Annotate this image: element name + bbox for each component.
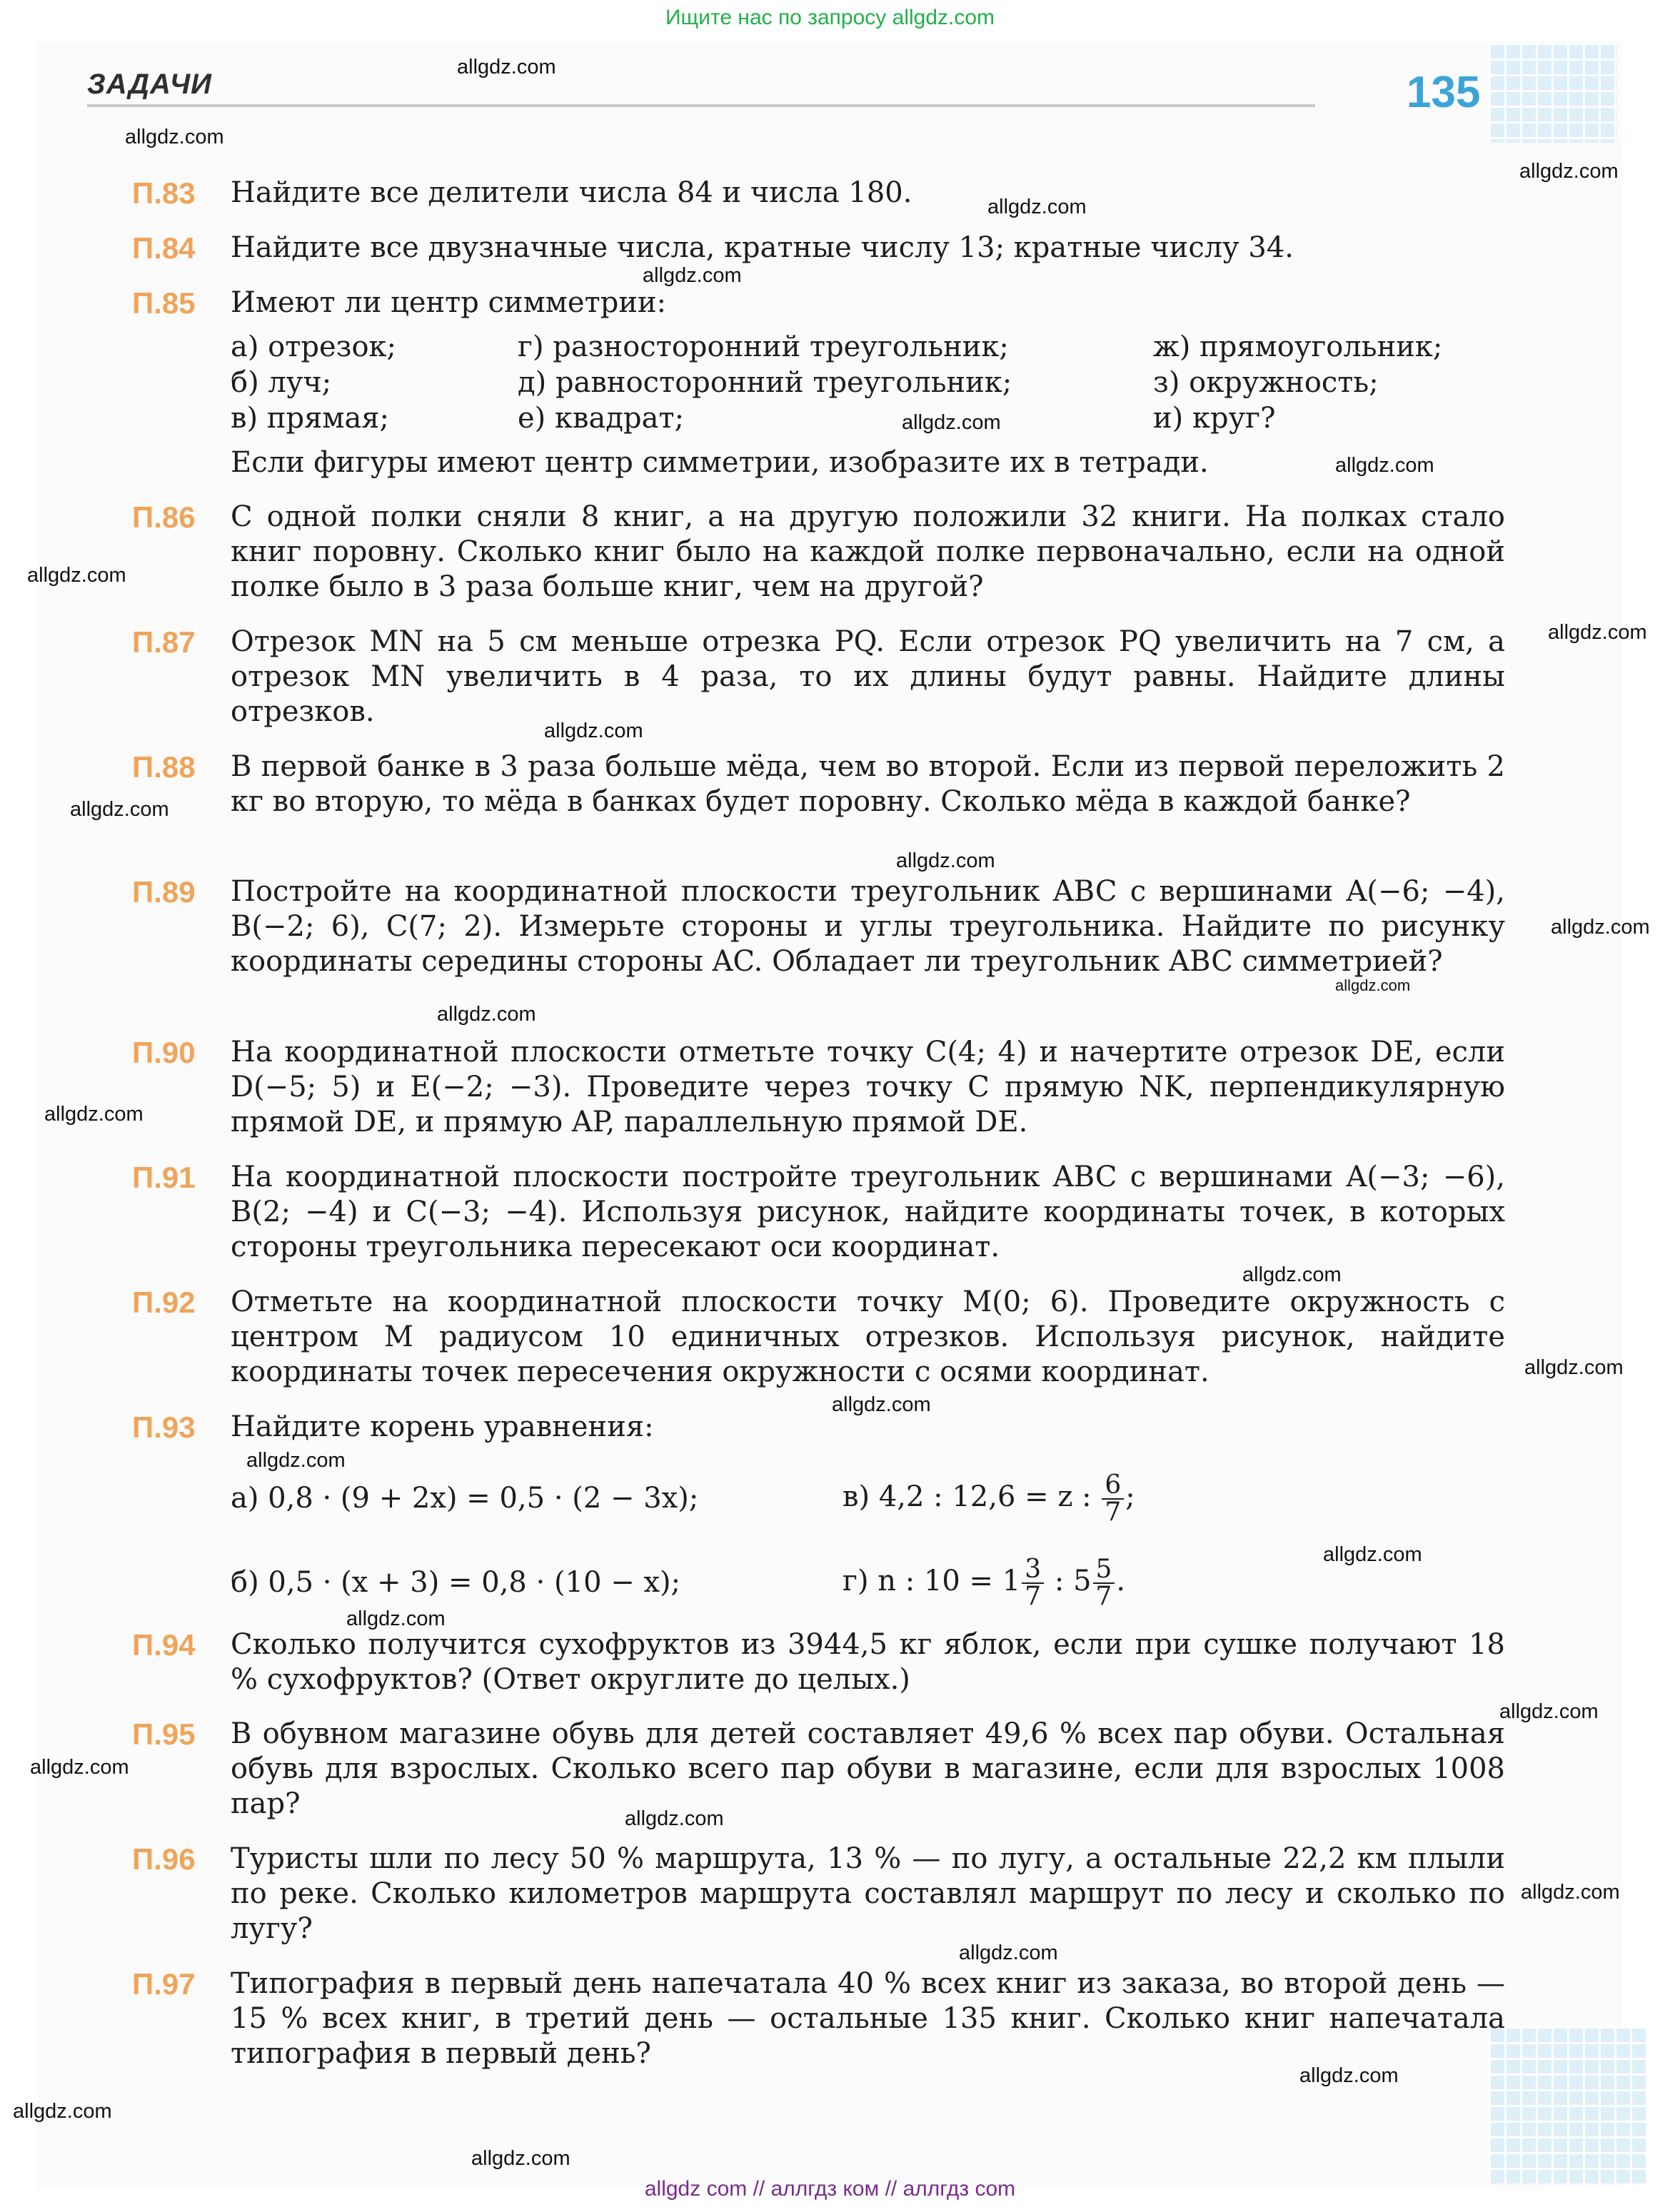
option: а) отрезок; (231, 330, 397, 363)
option: г) разносторонний треугольник; (518, 330, 1009, 363)
problem-text: Типография в первый день напечатала 40 % всех книг из заказа, во второй день — 15 % всех книг, в третий день — остальные 135 книг. Сколько книг напечатала типография в первый день? (231, 1967, 1505, 2070)
watermark[interactable]: allgdz.com (902, 411, 1001, 434)
problem-footer: Если фигуры имеют центр симметрии, изобразите их в тетради. (231, 446, 1209, 479)
equation-g-end: . (1116, 1565, 1126, 1597)
problem-number: П.95 (132, 1717, 196, 1751)
watermark[interactable]: allgdz.com (1548, 621, 1647, 644)
watermark[interactable]: allgdz.com (987, 196, 1087, 218)
section-title: ЗАДАЧИ (87, 69, 212, 100)
numerator: 6 (1102, 1473, 1124, 1500)
problem-number: П.90 (132, 1036, 196, 1069)
problem-number: П.96 (132, 1842, 196, 1876)
section-divider (87, 104, 1315, 107)
watermark[interactable]: allgdz.com (1335, 976, 1411, 994)
bottom-watermark[interactable]: allgdz com // аллгдз ком // аллгдз com (644, 2177, 1016, 2201)
watermark[interactable]: allgdz.com (1299, 2064, 1399, 2087)
option: з) окружность; (1153, 366, 1379, 399)
options-grid (231, 330, 1509, 437)
problem-text: Сколько получится сухофруктов из 3944,5 кг яблок, если при сушке получают 18 % сухофруктов? (Ответ округлите до целых.) (231, 1628, 1505, 1696)
problem-number: П.93 (132, 1410, 196, 1444)
watermark[interactable]: allgdz.com (70, 798, 169, 821)
problem-text: Отметьте на координатной плоскости точку M(0; 6). Проведите окружность с центром M радиусом 10 единичных отрезков. Используя рисунок, найдите координаты точек пересечения окружности с осями координат. (231, 1286, 1505, 1388)
watermark[interactable]: allgdz.com (959, 1941, 1058, 1964)
problem-number: П.92 (132, 1286, 196, 1319)
option: е) квадрат; (518, 402, 685, 435)
fraction (1022, 1557, 1044, 1610)
watermark[interactable]: allgdz.com (625, 1807, 724, 1830)
option: б) луч; (231, 366, 332, 399)
problem-text: С одной полки сняли 8 книг, а на другую положили 32 книги. На полках стало книг поровну. Сколько книг было на каждой полке первоначально, если на одной полке было в 3 раза больше книг, чем на другой? (231, 500, 1505, 603)
equation-g (842, 1557, 1125, 1610)
problem-85 (132, 286, 1506, 485)
denominator: 7 (1095, 1582, 1112, 1611)
watermark[interactable]: allgdz.com (27, 564, 126, 587)
problem-number: П.84 (132, 231, 196, 265)
problem-93 (132, 1410, 1506, 1624)
problem-number: П.94 (132, 1628, 196, 1662)
numerator: 3 (1022, 1557, 1044, 1584)
watermark[interactable]: allgdz.com (1323, 1543, 1422, 1566)
problem-text: Найдите все двузначные числа, кратные числу 13; кратные числу 34. (231, 231, 1294, 264)
watermark[interactable]: allgdz.com (1499, 1700, 1599, 1723)
option: в) прямая; (231, 402, 390, 435)
equation-v-end: ; (1125, 1480, 1135, 1513)
fraction (1102, 1470, 1124, 1527)
watermark[interactable]: allgdz.com (437, 1003, 536, 1026)
watermark[interactable]: allgdz.com (896, 849, 995, 872)
watermark[interactable]: allgdz.com (44, 1103, 144, 1126)
problem-text: Найдите корень уравнения: (231, 1410, 654, 1443)
problem-text: На координатной плоскости отметьте точку C(4; 4) и начертите отрезок DE, если D(−5; 5) и E(−2; −3). Проведите через точку C прямую NK, перпендикулярную прямой DE, и прямую AP, параллельную прямой DE. (231, 1036, 1505, 1138)
equation-v-left: в) 4,2 : 12,6 = z : (842, 1480, 1092, 1513)
watermark[interactable]: allgdz.com (544, 719, 643, 742)
watermark[interactable]: allgdz.com (832, 1393, 931, 1416)
fraction (1093, 1557, 1115, 1610)
problem-number: П.86 (132, 500, 196, 534)
watermark[interactable]: allgdz.com (30, 1756, 129, 1779)
problem-text: Найдите все делители числа 84 и числа 180. (231, 176, 912, 209)
watermark[interactable]: allgdz.com (246, 1449, 346, 1472)
option: д) равносторонний треугольник; (518, 366, 1012, 399)
watermark[interactable]: allgdz.com (1521, 1881, 1620, 1904)
equation-a: а) 0,8 · (9 + 2x) = 0,5 · (2 − 3x); (231, 1482, 699, 1515)
problem-text: Имеют ли центр симметрии: (231, 286, 667, 319)
watermark[interactable]: allgdz.com (1524, 1356, 1624, 1379)
top-watermark[interactable]: Ищите нас по запросу allgdz.com (665, 6, 995, 29)
watermark[interactable]: allgdz.com (1242, 1263, 1342, 1286)
watermark[interactable]: allgdz.com (471, 2147, 570, 2170)
watermark[interactable]: allgdz.com (457, 56, 556, 79)
problem-number: П.88 (132, 750, 196, 784)
equation-g-mid: : 5 (1054, 1565, 1092, 1597)
problem-text: Туристы шли по лесу 50 % маршрута, 13 % — по лугу, а остальные 22,2 км плыли по реке. Сколько километров маршрута составлял маршрут по лесу и сколько по лугу? (231, 1842, 1505, 1945)
corner-decoration-top (1489, 43, 1617, 143)
numerator: 5 (1093, 1557, 1115, 1584)
watermark[interactable]: allgdz.com (1551, 916, 1650, 939)
watermark[interactable]: allgdz.com (346, 1607, 446, 1630)
watermark[interactable]: allgdz.com (1519, 160, 1619, 183)
option: и) круг? (1153, 402, 1276, 435)
problem-number: П.97 (132, 1967, 196, 2001)
problem-text: Постройте на координатной плоскости треугольник ABC с вершинами A(−6; −4), B(−2; 6), C(7; 2). Измерьте стороны и углы треугольника. Найдите по рисунку координаты середины стороны AC. Обладает ли треугольник ABC симметрией? (231, 875, 1505, 978)
watermark[interactable]: allgdz.com (13, 2100, 112, 2123)
corner-decoration-bottom (1489, 2026, 1646, 2183)
problem-number: П.87 (132, 625, 196, 659)
problem-number: П.85 (132, 286, 196, 320)
denominator: 7 (1025, 1582, 1042, 1611)
problem-text: В первой банке в 3 раза больше мёда, чем во второй. Если из первой переложить 2 кг во вторую, то мёда в банках будет поровну. Сколько мёда в каждой банке? (231, 750, 1505, 818)
problem-text: Отрезок MN на 5 см меньше отрезка PQ. Если отрезок PQ увеличить на 7 см, а отрезок MN увеличить в 4 раза, то их длины будут равны. Найдите длины отрезков. (231, 625, 1505, 728)
problem-text: В обувном магазине обувь для детей составляет 49,6 % всех пар обуви. Остальная обувь для взрослых. Сколько всего пар обуви в магазине, если для взрослых 1008 пар? (231, 1717, 1505, 1820)
equation-g-left: г) n : 10 = 1 (842, 1565, 1021, 1597)
page-number: 135 (1407, 68, 1481, 117)
problem-number: П.83 (132, 176, 196, 210)
problem-text: На координатной плоскости постройте треугольник ABC с вершинами A(−3; −6), B(2; −4) и C(−3; −4). Используя рисунок, найдите координаты точек, в которых стороны треугольника пересекают оси координат. (231, 1161, 1505, 1263)
watermark[interactable]: allgdz.com (125, 126, 224, 148)
problem-number: П.91 (132, 1161, 196, 1194)
denominator: 7 (1105, 1498, 1122, 1527)
option: ж) прямоугольник; (1153, 330, 1443, 363)
equation-v (842, 1470, 1135, 1527)
equation-b: б) 0,5 · (x + 3) = 0,8 · (10 − x); (231, 1566, 681, 1599)
watermark[interactable]: allgdz.com (643, 264, 742, 287)
watermark[interactable]: allgdz.com (1335, 454, 1434, 477)
problem-number: П.89 (132, 875, 196, 909)
